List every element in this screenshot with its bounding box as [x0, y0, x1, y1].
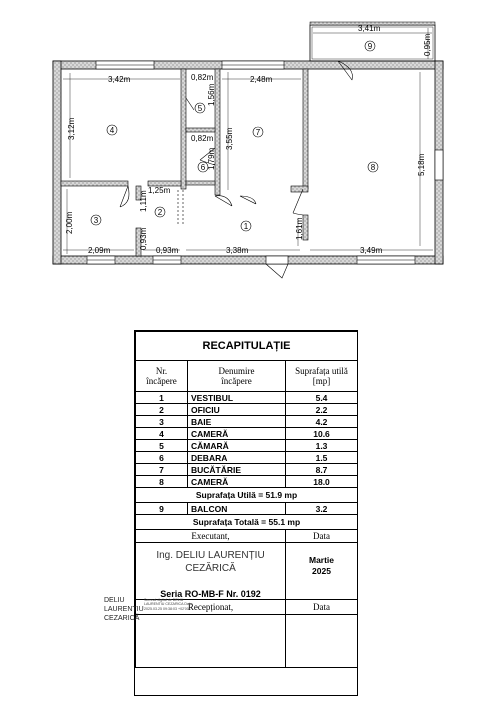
- room-number: 6: [200, 163, 206, 172]
- dim-label: 3,12m: [67, 117, 76, 140]
- suprafata-utila: Suprafața Utilă = 51.9 mp: [136, 488, 358, 503]
- date-year: 2025: [312, 566, 331, 576]
- signature-details: Semnat digital de DELIU LAURENTIU CEZARICA Data: 2025.03.25 09:38:03 +02'00': [144, 598, 193, 611]
- dim-label: 2,09m: [88, 246, 111, 255]
- room-number: 4: [109, 126, 115, 135]
- data-label-2: Data: [286, 600, 358, 615]
- dim-label: 1,25m: [148, 186, 171, 195]
- data-label: Data: [286, 530, 358, 543]
- header-name: Denumire încăpere: [188, 361, 286, 392]
- room-number: 1: [243, 222, 249, 231]
- dim-label: 1,11m: [139, 190, 148, 212]
- dim-label: 3,38m: [226, 246, 249, 255]
- dim-label: 0,93m: [139, 227, 148, 250]
- floor-plan: [0, 0, 488, 300]
- table-row-balcon: 9 BALCON 3.2: [136, 503, 358, 515]
- room-circles: [91, 41, 378, 231]
- header-nr: Nr. încăpere: [136, 361, 188, 392]
- engineer-name: Ing. DELIU LAURENȚIU: [156, 550, 265, 561]
- dim-label: 3,49m: [360, 246, 383, 255]
- digital-signature: [104, 596, 194, 626]
- room-number: 3: [93, 216, 99, 225]
- table-row: 2 OFICIU 2.2: [136, 404, 358, 416]
- date-month: Martie: [308, 555, 335, 565]
- room-number: 9: [367, 42, 373, 51]
- executant-label: Executant,: [136, 530, 286, 543]
- dim-label: 1,61m: [295, 217, 304, 240]
- receptionat-label: Recepționat,: [136, 600, 286, 615]
- room-number: 5: [197, 104, 203, 113]
- engineer-name-2: CEZĂRICĂ: [185, 563, 236, 574]
- dim-label: 2,48m: [250, 75, 273, 84]
- header-area: Suprafața utilă [mp]: [286, 361, 358, 392]
- dim-label: 0,95m: [423, 33, 432, 56]
- dim-label: 1,56m: [207, 83, 216, 106]
- room-number: 8: [370, 163, 376, 172]
- dim-label: 2,00m: [65, 211, 74, 234]
- dim-label: 3,42m: [108, 75, 131, 84]
- dim-label: 0,82m: [191, 134, 214, 143]
- dim-label: 0,82m: [191, 73, 214, 82]
- receptionat-date-empty: [286, 615, 358, 668]
- dim-label: 0,93m: [156, 246, 179, 255]
- dim-label: 5,18m: [417, 153, 426, 176]
- signature-name-1: DELIU: [104, 597, 125, 604]
- table-row: 3 BAIE 4.2: [136, 416, 358, 428]
- engineer-cell: [136, 543, 286, 600]
- table-row: 4 CAMERĂ 10.6: [136, 428, 358, 440]
- dim-label: 3,41m: [358, 24, 381, 33]
- room-number: 7: [255, 128, 261, 137]
- signature-name-2: LAURENȚIU: [104, 606, 144, 613]
- suprafata-totala: Suprafața Totală = 55.1 mp: [136, 515, 358, 530]
- dim-label: 3,55m: [225, 127, 234, 150]
- seria-number: Seria RO-MB-F Nr. 0192: [160, 589, 261, 599]
- date-cell: [286, 543, 358, 600]
- outer-walls: [53, 61, 443, 264]
- table-row: 7 BUCĂTĂRIE 8.7: [136, 464, 358, 476]
- table-row: 5 CĂMARĂ 1.3: [136, 440, 358, 452]
- dim-label: 1,79m: [207, 147, 216, 170]
- signature-name-3: CEZARICĂ: [104, 615, 140, 622]
- table-row: 6 DEBARA 1.5: [136, 452, 358, 464]
- table-row: 1 VESTIBUL 5.4: [136, 392, 358, 404]
- room-number: 2: [157, 208, 163, 217]
- table-title: RECAPITULAȚIE: [136, 332, 358, 361]
- dashed-opening: [178, 190, 183, 226]
- recap-table-frame: [134, 330, 358, 696]
- table-row: 8 CAMERĂ 18.0: [136, 476, 358, 488]
- interior-walls: [61, 69, 308, 256]
